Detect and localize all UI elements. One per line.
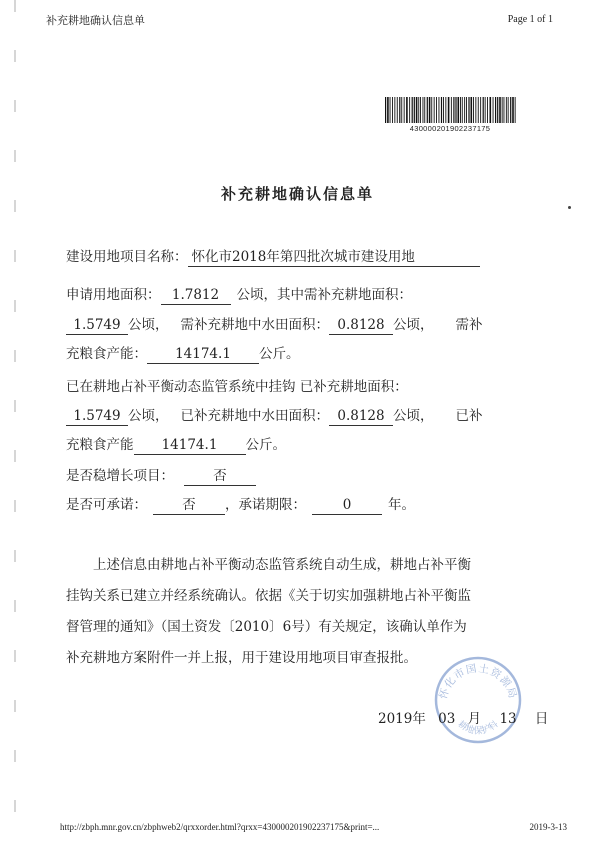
linked-grain-row	[66, 433, 286, 455]
statement-line-3: 督管理的通知》（国土资发〔2010〕6号）有关规定，该确认单作为	[66, 619, 467, 635]
linked-paddy-value: 0.8128	[329, 409, 393, 426]
date-year-unit: 年	[412, 711, 426, 727]
need-paddy-label: 需补充耕地中水田面积：	[180, 317, 329, 333]
project-name-row	[66, 245, 480, 267]
commit-period-label: ，承诺期限：	[225, 497, 306, 513]
need-area-unit: 公顷，	[128, 317, 169, 333]
stable-growth-row	[66, 464, 256, 486]
stable-growth-value: 否	[184, 469, 256, 486]
apply-area-text: 公顷，其中需补充耕地面积：	[236, 287, 412, 303]
barcode-number: 430000201902237175	[409, 124, 491, 133]
page-indicator: Page 1 of 1	[507, 14, 553, 25]
official-seal	[432, 654, 524, 746]
need-paddy-unit: 公顷，	[393, 317, 434, 333]
project-name-label: 建设用地项目名称：	[66, 249, 188, 265]
linked-grain-label-a: 已补	[455, 408, 483, 424]
binder-edge	[14, 0, 16, 842]
commit-period-unit: 年。	[388, 497, 415, 513]
project-name-value: 怀化市2018年第四批次城市建设用地	[188, 250, 480, 267]
commit-label: 是否可承诺：	[66, 497, 147, 513]
barcode	[384, 97, 516, 123]
ink-speck	[568, 206, 571, 209]
date-day: 13	[499, 711, 517, 727]
commit-period-value: 0	[312, 498, 382, 515]
statement-line-2: 挂钩关系已建立并经系统确认。依据《关于切实加强耕地占补平衡监	[66, 588, 471, 604]
date-month: 03	[438, 711, 456, 727]
need-area-row	[66, 313, 483, 335]
apply-area-label: 申请用地面积：	[66, 287, 161, 303]
date-day-unit: 日	[534, 711, 549, 727]
linked-area-value: 1.5749	[66, 409, 128, 426]
linked-label-row	[66, 375, 408, 395]
statement-line-1: 上述信息由耕地占补平衡动态监管系统自动生成，耕地占补平衡	[93, 557, 471, 573]
need-paddy-value: 0.8128	[329, 318, 393, 335]
need-area-value: 1.5749	[66, 318, 128, 335]
linked-paddy-label: 已补充耕地中水田面积：	[180, 408, 329, 424]
date-month-unit: 月	[467, 711, 482, 727]
linked-grain-unit: 公斤。	[245, 437, 286, 453]
svg-text:耕地保护科: 耕地保护科	[455, 719, 501, 737]
need-grain-row	[66, 342, 300, 364]
need-grain-label-b: 充粮食产能：	[66, 346, 147, 362]
linked-grain-value: 14174.1	[134, 438, 246, 455]
commit-value: 否	[153, 498, 225, 515]
document-title: 补充耕地确认信息单	[220, 185, 374, 203]
footer-date: 2019-3-13	[529, 822, 567, 832]
linked-paddy-unit: 公顷，	[393, 408, 434, 424]
commit-row	[66, 493, 415, 515]
issue-date	[378, 707, 548, 727]
footer-url: http://zbph.mnr.gov.cn/zbphweb2/qrxxorder.html?qrxx=430000201902237175&print=...	[60, 822, 380, 832]
linked-area-unit: 公顷，	[128, 408, 169, 424]
linked-label: 已在耕地占补平衡动态监管系统中挂钩 已补充耕地面积：	[66, 379, 408, 395]
apply-area-row	[66, 283, 412, 305]
linked-grain-label-b: 充粮食产能	[66, 437, 134, 453]
header-title: 补充耕地确认信息单	[46, 14, 145, 27]
apply-area-value: 1.7812	[161, 288, 231, 305]
need-grain-label-a: 需补	[455, 317, 483, 333]
need-grain-unit: 公斤。	[259, 346, 300, 362]
statement-line-4: 补充耕地方案附件一并上报，用于建设用地项目审查报批。	[66, 650, 417, 666]
date-year: 2019	[378, 711, 413, 727]
need-grain-value: 14174.1	[147, 347, 259, 364]
linked-area-row	[66, 404, 483, 426]
stable-growth-label: 是否稳增长项目：	[66, 468, 174, 484]
svg-text:怀化市国土资源局: 怀化市国土资源局	[437, 662, 519, 701]
